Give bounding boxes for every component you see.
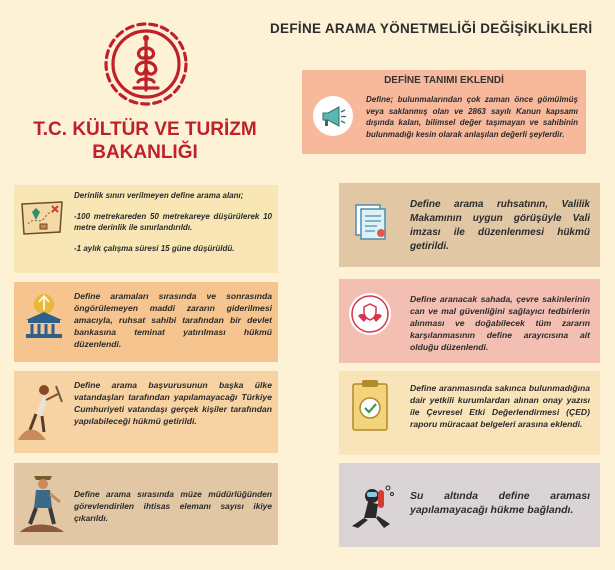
museum-staff-text: Define arama sırasında müze müdürlüğünden görevlendirilen ihtisas elemanı sayısı ikiye çıkarıldı. bbox=[74, 489, 272, 523]
bank-icon bbox=[20, 290, 68, 340]
area-limit-paragraph: Derinlik sınırı verilmeyen define arama alanı; bbox=[74, 191, 244, 200]
permit-text: Define arama ruhsatının, Valilik Makamının uygun görüşüyle Vali imzası ile düzenlenmesi hükmü getirildi. bbox=[410, 199, 590, 252]
area-limit-paragraph: -1 aylık çalışma süresi 15 güne düşürüldü. bbox=[74, 243, 235, 253]
eia-report-text: Define aranmasında sakınca bulunmadığına dair yetkili kurumlardan alınan onay yazısı ile Çevresel Etki Değerlendirmesi (ÇED) raporu müracaat belgeleri arasına eklendi. bbox=[410, 383, 590, 429]
ministry-name bbox=[20, 118, 270, 164]
page-title: DEFİNE ARAMA YÖNETMELİĞİ DEĞİŞİKLİKLERİ bbox=[270, 21, 593, 36]
ministry-name-line1: T.C. KÜLTÜR VE TURİZM bbox=[33, 119, 257, 140]
diver-icon bbox=[344, 482, 398, 530]
megaphone-icon bbox=[312, 95, 354, 137]
treasure-map-icon bbox=[18, 198, 66, 238]
archaeologist-icon bbox=[16, 470, 68, 536]
definition-heading: DEFİNE TANIMI EKLENDİ bbox=[384, 75, 504, 86]
citizenship-text: Define arama başvurusunun başka ülke vatandaşları tarafından yapılamayacağı Türkiye Cumhuriyeti vatandaşı gerçek kişiler tarafından yapılabileceği hükmü getirildi. bbox=[74, 380, 272, 426]
ministry-name-line2: BAKANLIĞI bbox=[92, 142, 198, 163]
guarantee-text: Define aramaları sırasında ve sonrasında öngörülemeyen maddi zararın giderilmesi amacıyla, ruhsat sahibi tarafından bir devlet bankasına teminat yatırılması hükmü düzenlendi. bbox=[74, 291, 272, 349]
protection-hands-icon bbox=[348, 292, 392, 336]
safety-text: Define aranacak sahada, çevre sakinlerinin can ve mal güvenliğini sağlayıcı tedbirlerin alınması ve doğabilecek tüm zararın karşılanmasının define arayıcısına ait olduğu düzenlendi. bbox=[410, 294, 590, 352]
clipboard-check-icon bbox=[348, 378, 392, 436]
underwater-text: Su altında define araması yapılamayacağı hükme bağlandı. bbox=[410, 490, 590, 516]
area-limit-text bbox=[74, 190, 272, 263]
ministry-logo-icon bbox=[100, 18, 192, 110]
document-icon bbox=[348, 199, 392, 243]
definition-text: Define; bulunmalarından çok zaman önce gömülmüş veya saklanmış olan ve 2863 sayılı Kanun kapsamı dışında kalan, bilimsel değer taşımayan ve sahibinin bulunmadığı kesin olarak anlaşılan değerli şeylerdir. bbox=[366, 95, 578, 139]
area-limit-paragraph: -100 metrekareden 50 metrekareye düşürülerek 10 metre derinlik ile sınırlandırıldı. bbox=[74, 211, 272, 232]
digger-icon bbox=[16, 378, 68, 444]
